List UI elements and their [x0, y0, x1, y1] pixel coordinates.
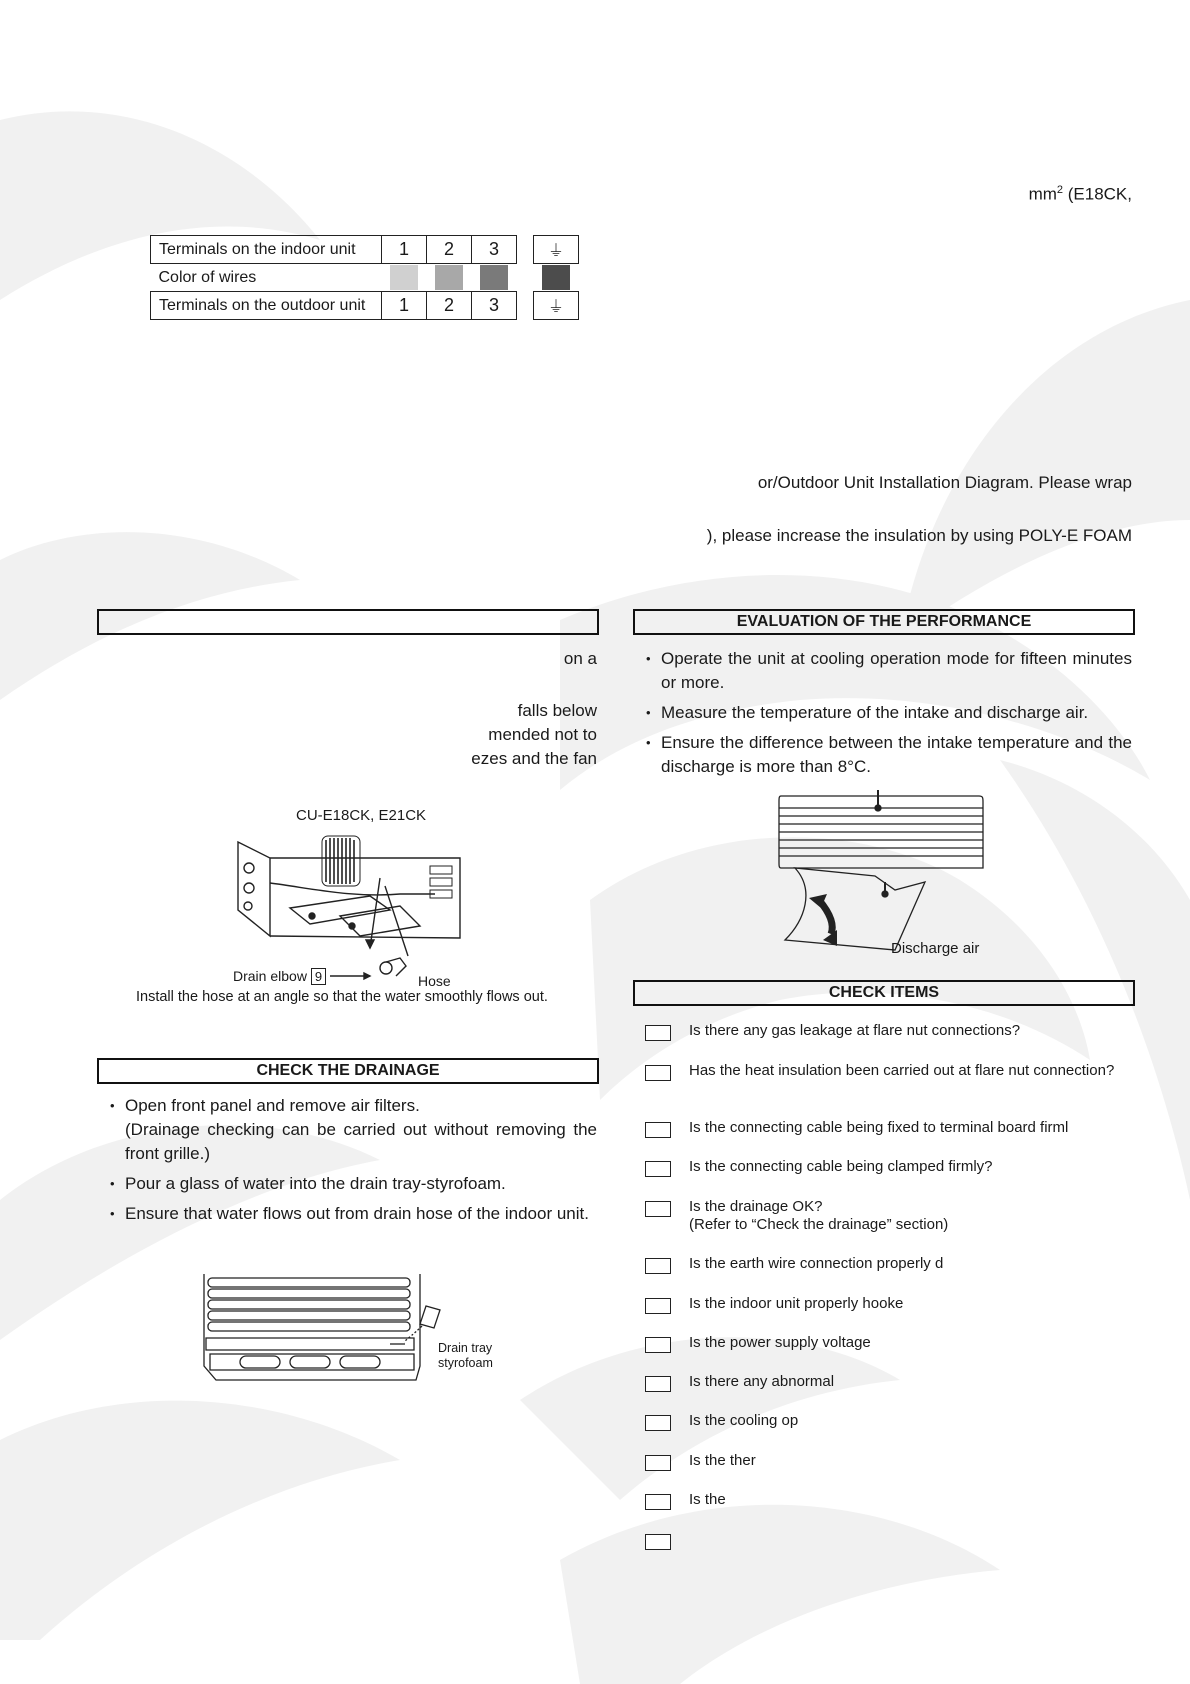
check-item-2-text: Has the heat insulation been carried out at flare nut connection?	[689, 1062, 1115, 1079]
hose-label: Hose	[418, 973, 451, 989]
drainage-steps	[108, 1094, 597, 1232]
left-section-heading	[97, 609, 599, 635]
outdoor-figure-title: CU-E18CK, E21CK	[296, 807, 427, 824]
check-item-6-text: Is the earth wire connection properly d	[689, 1255, 944, 1272]
check-item-2-checkbox[interactable]	[645, 1065, 671, 1081]
left-line-3: mended not to	[488, 725, 597, 744]
performance-heading: EVALUATION OF THE PERFORMANCE	[633, 609, 1135, 635]
outdoor-terminal-3: 3	[472, 292, 517, 320]
indoor-terminal-2: 2	[427, 236, 472, 264]
outdoor-terminal-1: 1	[382, 292, 427, 320]
check-item-3-checkbox[interactable]	[645, 1122, 671, 1138]
check-item-1-checkbox[interactable]	[645, 1025, 671, 1041]
check-item-5-checkbox[interactable]	[645, 1201, 671, 1217]
mm-text	[900, 178, 1132, 207]
indoor-earth-icon: ⏚	[534, 236, 579, 264]
drain-elbow-label	[233, 968, 326, 984]
left-line-1: on a	[563, 649, 597, 668]
wire-color-2	[435, 265, 463, 290]
indoor-terminals-label: Terminals on the indoor unit	[151, 236, 382, 264]
wrap-instruction: or/Outdoor Unit Installation Diagram. Please wrap	[757, 473, 1132, 492]
performance-step-1: • Operate the unit at cooling operation mode for fifteen minutes or more.	[644, 647, 1132, 695]
check-item-8-text: Is the power supply voltage	[689, 1334, 871, 1351]
check-item-12-checkbox[interactable]	[645, 1494, 671, 1510]
indoor-terminals-row	[151, 236, 579, 264]
check-items-heading: CHECK ITEMS	[633, 980, 1135, 1006]
left-line-4: ezes and the fan	[471, 749, 597, 768]
wire-colors-label: Color of wires	[158, 268, 257, 286]
check-item-9-checkbox[interactable]	[645, 1376, 671, 1392]
check-item-10-checkbox[interactable]	[645, 1415, 671, 1431]
check-item-5-text: Is the drainage OK? (Refer to “Check the drainage” section)	[689, 1198, 949, 1233]
check-item-7-text: Is the indoor unit properly hooke	[689, 1295, 904, 1312]
check-item-9-text: Is there any abnormal	[689, 1373, 835, 1390]
outdoor-terminals-row	[151, 292, 579, 320]
performance-steps	[644, 647, 1132, 785]
check-item-8-checkbox[interactable]	[645, 1337, 671, 1353]
drainage-step-2: • Pour a glass of water into the drain tray-styrofoam.	[108, 1172, 597, 1196]
indoor-terminal-3: 3	[472, 236, 517, 264]
wire-colors-row	[151, 264, 579, 292]
drain-tray-label	[438, 1341, 493, 1371]
outdoor-terminal-2: 2	[427, 292, 472, 320]
mm-sup: 2	[1056, 184, 1064, 196]
indoor-terminal-1: 1	[382, 236, 427, 264]
check-item-11-checkbox[interactable]	[645, 1455, 671, 1471]
hose-installation-caption: Install the hose at an angle so that the water smoothly flows out.	[136, 989, 548, 1005]
check-item-4-checkbox[interactable]	[645, 1161, 671, 1177]
mm-unit: mm	[1028, 184, 1057, 204]
left-line-2: falls below	[517, 701, 597, 720]
check-item-1-text: Is there any gas leakage at flare nut connections?	[689, 1022, 1021, 1039]
wire-color-earth	[542, 265, 570, 290]
wire-color-1	[390, 265, 418, 290]
drainage-heading: CHECK THE DRAINAGE	[97, 1058, 599, 1084]
outdoor-unit-drain-illustration	[230, 828, 470, 988]
drain-elbow-text: Drain elbow	[233, 968, 307, 984]
wire-color-3	[480, 265, 508, 290]
check-item-7-checkbox[interactable]	[645, 1298, 671, 1314]
discharge-air-label: Discharge air	[891, 940, 980, 957]
indoor-unit-discharge-illustration	[775, 790, 995, 960]
outdoor-earth-icon: ⏚	[534, 292, 579, 320]
outdoor-terminals-label: Terminals on the outdoor unit	[151, 292, 382, 320]
check-item-13-checkbox[interactable]	[645, 1534, 671, 1550]
mm-rest: (E18CK,	[1063, 184, 1132, 204]
water-glass-shape	[420, 1306, 440, 1328]
drain-tray-label-line1: Drain tray	[438, 1341, 493, 1355]
drain-tray-illustration	[200, 1270, 460, 1385]
check-item-10-text: Is the cooling op	[689, 1412, 799, 1429]
wire-terminal-table	[150, 235, 579, 320]
insulation-instruction: ), please increase the insulation by using POLY-E FOAM	[706, 526, 1132, 545]
check-item-4-text: Is the connecting cable being clamped firmly?	[689, 1158, 993, 1175]
check-item-3-text: Is the connecting cable being fixed to terminal board firml	[689, 1119, 1069, 1136]
drain-elbow-number: 9	[311, 968, 326, 985]
check-item-12-text: Is the	[689, 1491, 726, 1508]
drain-tray-label-line2: styrofoam	[438, 1356, 493, 1370]
performance-step-2: • Measure the temperature of the intake and discharge air.	[644, 701, 1132, 725]
drainage-step-1: • Open front panel and remove air filters. (Drainage checking can be carried out without removing the front grille.)	[108, 1094, 597, 1166]
drainage-step-3: • Ensure that water flows out from drain hose of the indoor unit.	[108, 1202, 597, 1226]
check-item-11-text: Is the ther	[689, 1452, 756, 1469]
performance-step-3: • Ensure the difference between the intake temperature and the discharge is more than 8°C.	[644, 731, 1132, 779]
check-item-6-checkbox[interactable]	[645, 1258, 671, 1274]
drain-elbow-shape	[380, 958, 406, 976]
